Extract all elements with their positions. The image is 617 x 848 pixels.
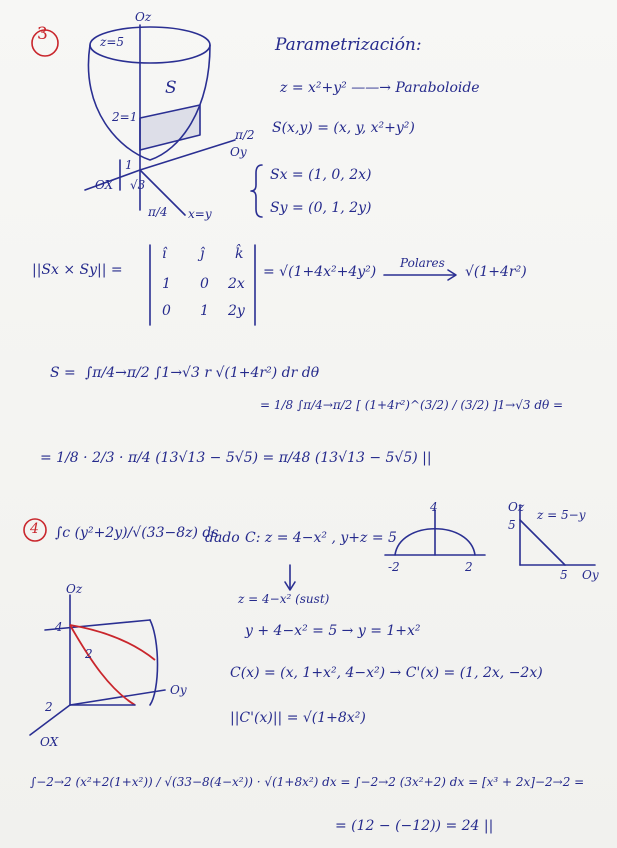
det-r2c3: 2x (228, 276, 245, 292)
label-z1: 2=1 (112, 110, 138, 124)
surface-equation: z = x²+y² ——→ Paraboloide (280, 80, 480, 96)
polares-label: Polares (400, 256, 445, 270)
det-r2c1: 1 (162, 276, 171, 292)
norm-polar: √(1+4r²) (465, 264, 527, 280)
label-xy: x=y (188, 207, 212, 221)
det-r1c2: ĵ (200, 246, 205, 262)
substitution: z = 4−x² (sust) (238, 592, 330, 606)
plot-ox: OX (40, 735, 59, 749)
label-pi2: π/2 (235, 128, 255, 142)
dado-label: dado (205, 530, 240, 546)
partial-sy: Sy = (0, 1, 2y) (270, 200, 372, 216)
det-r3c3: 2y (228, 303, 245, 319)
det-r3c2: 1 (200, 303, 209, 319)
label-z5: z=5 (100, 35, 125, 49)
label-sqrt3: √3 (130, 178, 146, 192)
det-r2c2: 0 (200, 276, 209, 292)
semicircle-right: 2 (465, 560, 473, 574)
norm-expanded: = √(1+4x²+4y²) (263, 264, 377, 280)
tri-oy: Oy (582, 568, 599, 582)
plot-two: 2 (45, 700, 53, 714)
curve-param: C(x) = (x, 1+x², 4−x²) → C'(x) = (1, 2x, −2x) (230, 665, 543, 681)
label-oz: Oz (135, 10, 152, 24)
problem-4-number: 4 (30, 521, 39, 537)
label-one: 1 (125, 158, 133, 172)
plot-four: 4 (55, 620, 63, 634)
label-oy: Oy (230, 145, 247, 159)
semicircle-top: 4 (430, 500, 438, 514)
plot-oy: Oy (170, 683, 187, 697)
surface-result: = 1/8 · 2/3 · π/4 (13√13 − 5√5) = π/48 (13√13 − 5√5) || (40, 450, 432, 466)
final-integral: ∫−2→2 (x²+2(1+x²)) / √(33−8(4−x²)) · √(1+8x²) dx = ∫−2→2 (3x²+2) dx = [x³ + 2x]−2→2 = (30, 775, 585, 789)
surface-param: S(x,y) = (x, y, x²+y²) (272, 120, 415, 136)
tri-oz: Oz (508, 500, 525, 514)
final-result: = (12 − (−12)) = 24 || (335, 818, 494, 834)
semicircle-left: -2 (388, 560, 400, 574)
tri-yval: 5 (560, 568, 568, 582)
line-integral: ∫c (y²+2y)/√(33−8z) ds (55, 525, 219, 541)
system-brace (251, 165, 262, 217)
tri-five: 5 (508, 518, 516, 532)
plot-oz: Oz (66, 582, 83, 596)
cross-norm-lhs: ||Sx × Sy|| = (32, 262, 123, 278)
problem-3-number: 3 (37, 24, 48, 44)
partial-sx: Sx = (1, 0, 2x) (270, 167, 372, 183)
integral-rhs: = 1/8 ∫π/4→π/2 [ (1+4r²)^(3/2) / (3/2) ]1→√3 dθ = (260, 398, 564, 412)
label-ox: OX (95, 178, 114, 192)
curve-definition: C: z = 4−x² , y+z = 5 (245, 530, 397, 546)
det-r3c1: 0 (162, 303, 171, 319)
integral-body: ∫π/4→π/2 ∫1→√3 r √(1+4r²) dr dθ (85, 365, 320, 381)
det-r1c1: î (162, 246, 167, 262)
tri-eq: z = 5−y (537, 508, 586, 522)
semicircle-sketch (385, 510, 485, 555)
label-pi4: π/4 (148, 205, 168, 219)
plot-mid: 2 (85, 647, 93, 661)
det-r1c3: k̂ (235, 246, 244, 262)
label-surface: S (165, 78, 177, 98)
integral-lhs: S = (50, 365, 76, 381)
curve-norm: ||C'(x)|| = √(1+8x²) (230, 710, 366, 726)
curve-3d-sketch (30, 595, 165, 735)
parametrization-title: Parametrización: (275, 35, 422, 55)
y-substitution: y + 4−x² = 5 → y = 1+x² (245, 623, 421, 639)
